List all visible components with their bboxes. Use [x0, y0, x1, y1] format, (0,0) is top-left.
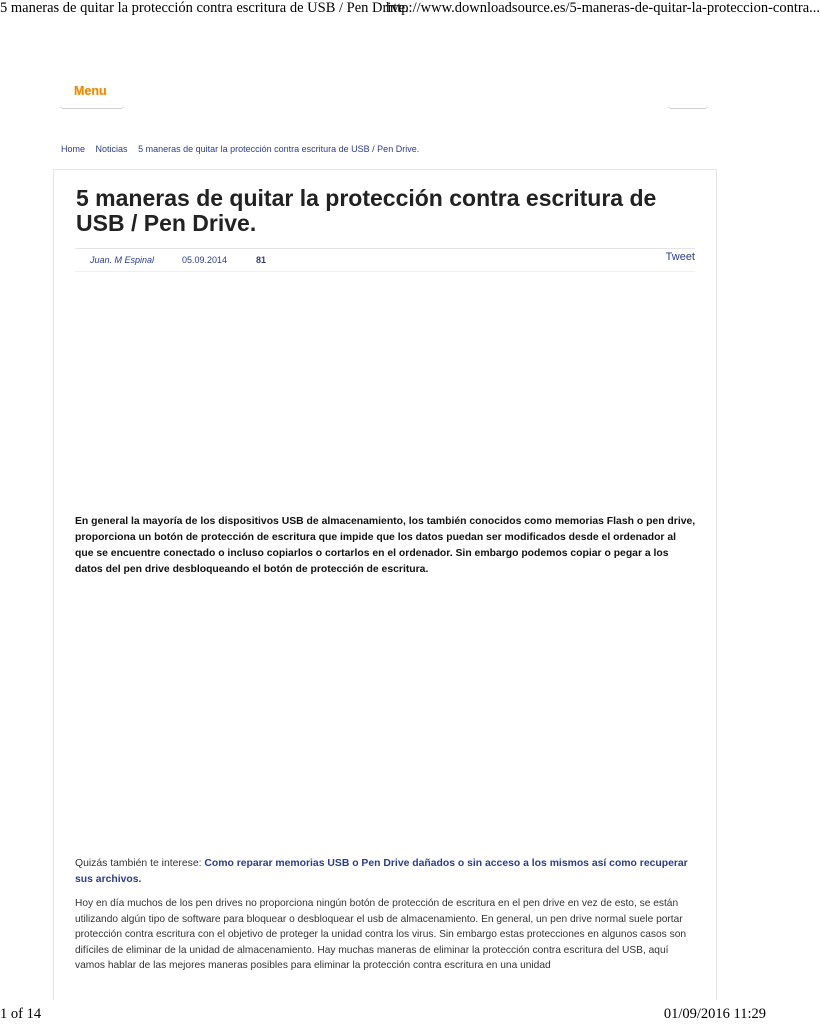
print-header-title: 5 maneras de quitar la protección contra escritura de USB / Pen Drive. — [0, 0, 409, 16]
author-link[interactable]: Juan. M Espinal — [90, 255, 155, 265]
divider — [75, 271, 695, 272]
divider — [75, 248, 695, 249]
body-paragraph: Hoy en día muchos de los pen drives no proporciona ningún botón de protección de escritura en el pen drive en vez de esto, se están utilizando algún tipo de software para bloquear o desbloquear el usb de almacenamiento. En general, un pen drive normal suele portar protección contra escritura con el objetivo de proteger la unidad contra los virus. Sin embargo estas protecciones en algunos casos son difíciles de eliminar de la unidad de almacenamiento. Hay muchas maneras de eliminar la protección contra escritura del USB, aquí vamos hablar de las mejores maneras posibles para eliminar la protección contra escritura en una unidad — [75, 898, 687, 972]
print-footer — [0, 1006, 768, 1024]
menu-button[interactable] — [60, 78, 124, 109]
breadcrumb-home[interactable]: Home — [61, 144, 86, 154]
print-header-url: http://www.downloadsource.es/5-maneras-de-quitar-la-proteccion-contra... — [386, 0, 820, 16]
search-button[interactable] — [668, 78, 708, 109]
article — [53, 169, 717, 1000]
breadcrumb-current[interactable]: 5 maneras de quitar la protección contra escritura de USB / Pen Drive. — [138, 144, 420, 154]
publish-date: 05.09.2014 — [182, 255, 228, 265]
tweet-button[interactable]: Tweet — [665, 251, 695, 263]
related-paragraph — [75, 856, 697, 888]
comment-count[interactable]: 81 — [256, 255, 267, 265]
page-number: 1 of 14 — [0, 1006, 42, 1022]
breadcrumb-noticias[interactable]: Noticias — [95, 144, 128, 154]
intro-paragraph: En general la mayoría de los dispositivos USB de almacenamiento, los también conocidos como memorias Flash o pen drive, proporciona un botón de protección de escritura que impide que los datos puedan ser modificados desde el ordenador al que se encuentre conectado o incluso copiarlos o cortarlos en el ordenador. Sin embargo podemos copiar o pegar a los datos del pen drive desbloqueando el botón de protección de escritura. — [75, 516, 696, 575]
menu-label: Menu — [74, 84, 107, 98]
article-title: 5 maneras de quitar la protección contra escritura de USB / Pen Drive. — [76, 185, 657, 236]
related-article-link[interactable]: Como reparar memorias USB o Pen Drive dañados o sin acceso a los mismos así como recuperar sus archivos. — [75, 858, 688, 885]
related-prefix: Quizás también te interese: — [75, 858, 205, 869]
top-navigation — [60, 78, 708, 110]
print-header — [0, 0, 820, 22]
breadcrumb — [61, 144, 427, 154]
print-datetime: 01/09/2016 11:29 — [663, 1006, 766, 1022]
